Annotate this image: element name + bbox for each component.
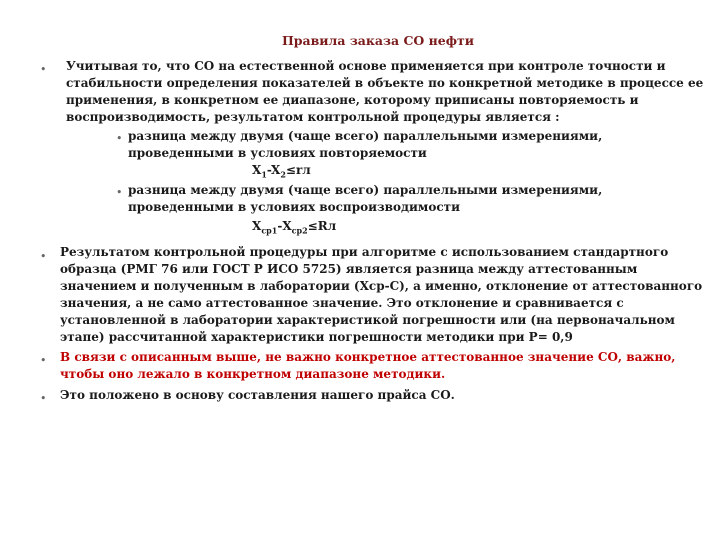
paragraph-2-line: значения, а не само аттестованное значение. Это отклонение и сравнивается с [60,296,624,310]
sub-bullet-1: • [116,132,123,145]
formula-subscript: 1 [261,169,267,180]
paragraph-4-line: Это положено в основу составления нашего прайса СО. [60,388,455,402]
formula-op: -X [266,163,281,177]
paragraph-2-line: образца (РМГ 76 или ГОСТ Р ИСО 5725) является разница между аттестованным [60,262,638,276]
formula-rest: ≤R [307,219,328,233]
paragraph-2 [60,244,710,346]
formula-subscript: ср2 [291,225,308,236]
formula-rest: ≤r [285,163,303,177]
bullet-2: • [40,250,47,263]
formula-subscript: 2 [280,169,286,180]
sub-item-line: проведенными в условиях повторяемости [128,146,427,160]
sub-item-repeatability [128,128,688,162]
sub-item-line: разница между двумя (чаще всего) параллельными измерениями, [128,129,603,143]
formula-op: -X [277,219,292,233]
formula-var: X [252,219,262,233]
formula-reproducibility [252,219,336,235]
formula-repeatability [252,163,311,179]
formula-tail: л [302,163,311,177]
paragraph-3-highlight [60,349,710,383]
bullet-1: • [40,63,47,76]
sub-item-reproducibility [128,182,688,216]
paragraph-2-line: установленной в лаборатории характеристикой погрешности или (на первоначальном [60,313,675,327]
paragraph-3-line: чтобы оно лежало в конкретном диапазоне методики. [60,367,446,381]
formula-tail: л [327,219,337,233]
paragraph-4 [60,387,710,404]
formula-subscript: ср1 [261,225,278,236]
sub-item-line: проведенными в условиях воспроизводимости [128,200,460,214]
paragraph-1-line: применения, в конкретном ее диапазоне, которому приписаны повторяемость и [66,93,639,107]
paragraph-2-line: значением и полученным в лаборатории (Хср-С), а именно, отклонение от аттестованного [60,279,703,293]
sub-bullet-2: • [116,186,123,199]
paragraph-1-line: стабильности определения показателей в объекте по конкретной методике в процессе ее [66,76,704,90]
bullet-3: • [40,354,47,367]
paragraph-2-line: Результатом контрольной процедуры при алгоритме с использованием стандартного [60,245,669,259]
paragraph-1-line: воспроизводимость, результатом контрольной процедуры является : [66,110,560,124]
paragraph-2-line: этапе) рассчитанной характеристики погрешности методики при Р= 0,9 [60,330,573,344]
paragraph-1 [66,58,706,126]
formula-var: X [252,163,262,177]
sub-item-line: разница между двумя (чаще всего) параллельными измерениями, [128,183,603,197]
paragraph-1-line: Учитывая то, что СО на естественной основе применяется при контроле точности и [66,59,666,73]
bullet-4: • [40,392,47,405]
paragraph-3-line: В связи с описанным выше, не важно конкретное аттестованное значение СО, важно, [60,350,676,364]
slide-title: Правила заказа СО нефти [281,33,475,48]
